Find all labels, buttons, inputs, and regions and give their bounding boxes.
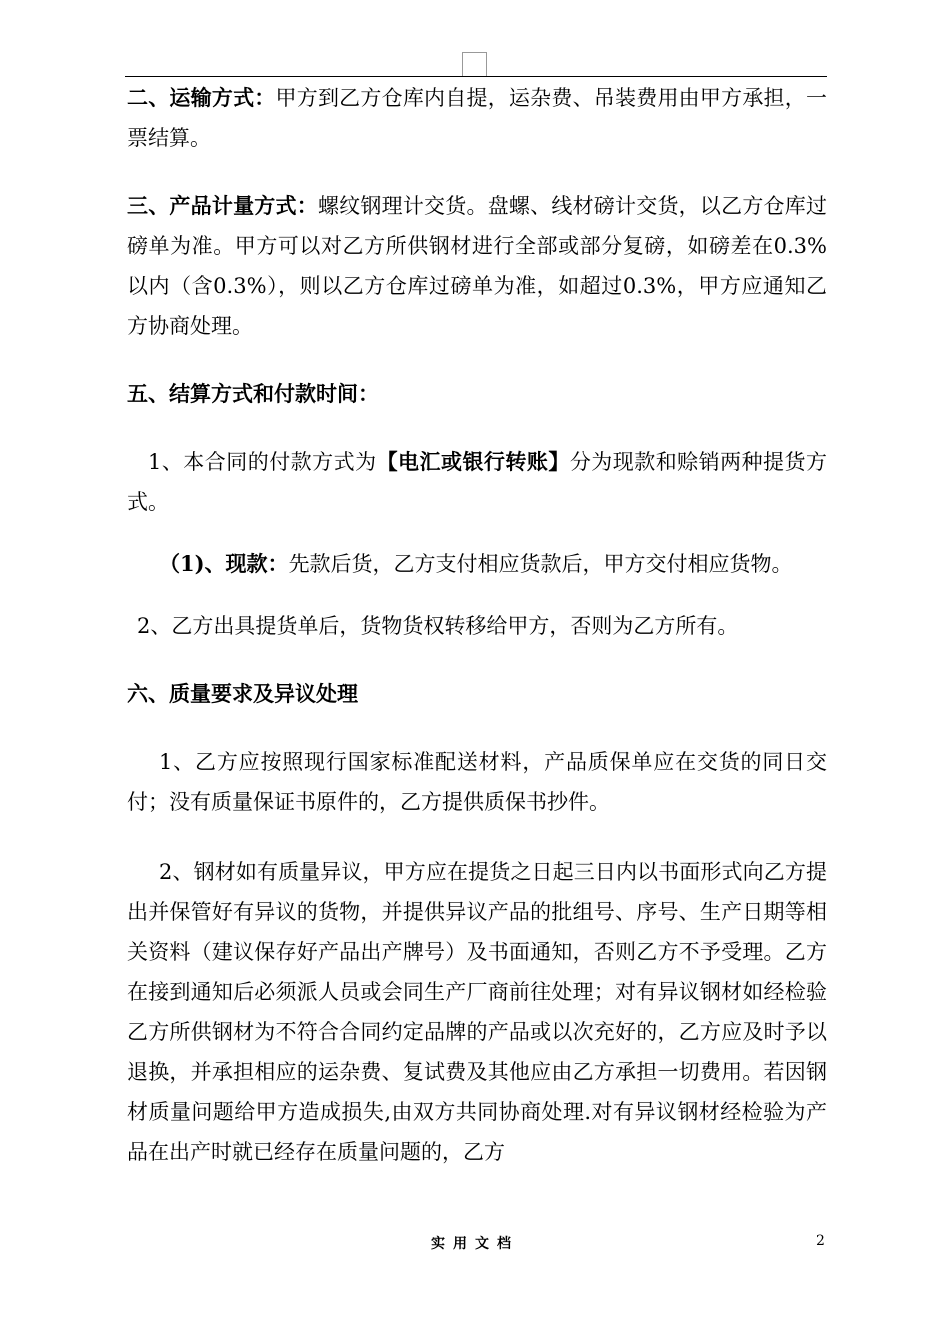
transport-heading: 二、运输方式： [127,85,276,110]
s5-item1-suffix: 分为现款和赊销两种提货方式。 [127,450,828,514]
page-number: 2 [816,1233,825,1249]
document-body [127,78,827,1172]
measurement-heading: 三、产品计量方式： [127,193,318,218]
header-corner-mark [462,52,487,77]
s6-item1: 1、乙方应按照现行国家标准配送材料，产品质保单应在交货的同日交付；没有质量保证书原件的，乙方提供质保书抄件。 [127,750,827,814]
measurement-text: 螺纹钢理计交货。盘螺、线材磅计交货，以乙方仓库过磅单为准。甲方可以对乙方所供钢材进行全部或部分复磅，如磅差在0.3%以内（含0.3%），则以乙方仓库过磅单为准，如超过0.3%，甲方应通知乙方协商处理。 [127,194,827,338]
section5-heading: 五、结算方式和付款时间： [127,381,379,406]
transport-text: 甲方到乙方仓库内自提，运杂费、吊装费用由甲方承担，一票结算。 [127,86,827,150]
paragraph-measurement [127,186,827,346]
header-rule [125,76,827,77]
s5-sub1-text: 先款后货，乙方支付相应货款后，甲方交付相应货物。 [288,552,793,576]
section6-heading: 六、质量要求及异议处理 [127,681,358,706]
s6-item2: 2、钢材如有质量异议，甲方应在提货之日起三日内以书面形式向乙方提出并保管好有异议的货物，并提供异议产品的批组号、序号、生产日期等相关资料（建议保存好产品出产牌号）及书面通知，否则乙方不予受理。乙方在接到通知后必须派人员或会同生产厂商前往处理；对有异议钢材如经检验乙方所供钢材为不符合合同约定品牌的产品或以次充好的，乙方应及时予以退换，并承担相应的运杂费、复试费及其他应由乙方承担一切费用。若因钢材质量问题给甲方造成损失,由双方共同协商处理.对有异议钢材经检验为产品在出产时就已经存在质量问题的，乙方 [127,860,827,1164]
s5-item1-method: 【电汇或银行转账】 [376,449,570,474]
s5-item2: 2、乙方出具提货单后，货物货权转移给甲方，否则为乙方所有。 [137,614,739,638]
s5-sub1 [127,544,827,584]
paragraph-transport [127,78,827,158]
s5-sub1-label: （1)、现款： [159,551,289,576]
footer-label: 实用文档 [431,1236,519,1252]
s5-item1 [127,442,827,522]
s5-item1-prefix: 1、本合同的付款方式为 [148,450,377,474]
